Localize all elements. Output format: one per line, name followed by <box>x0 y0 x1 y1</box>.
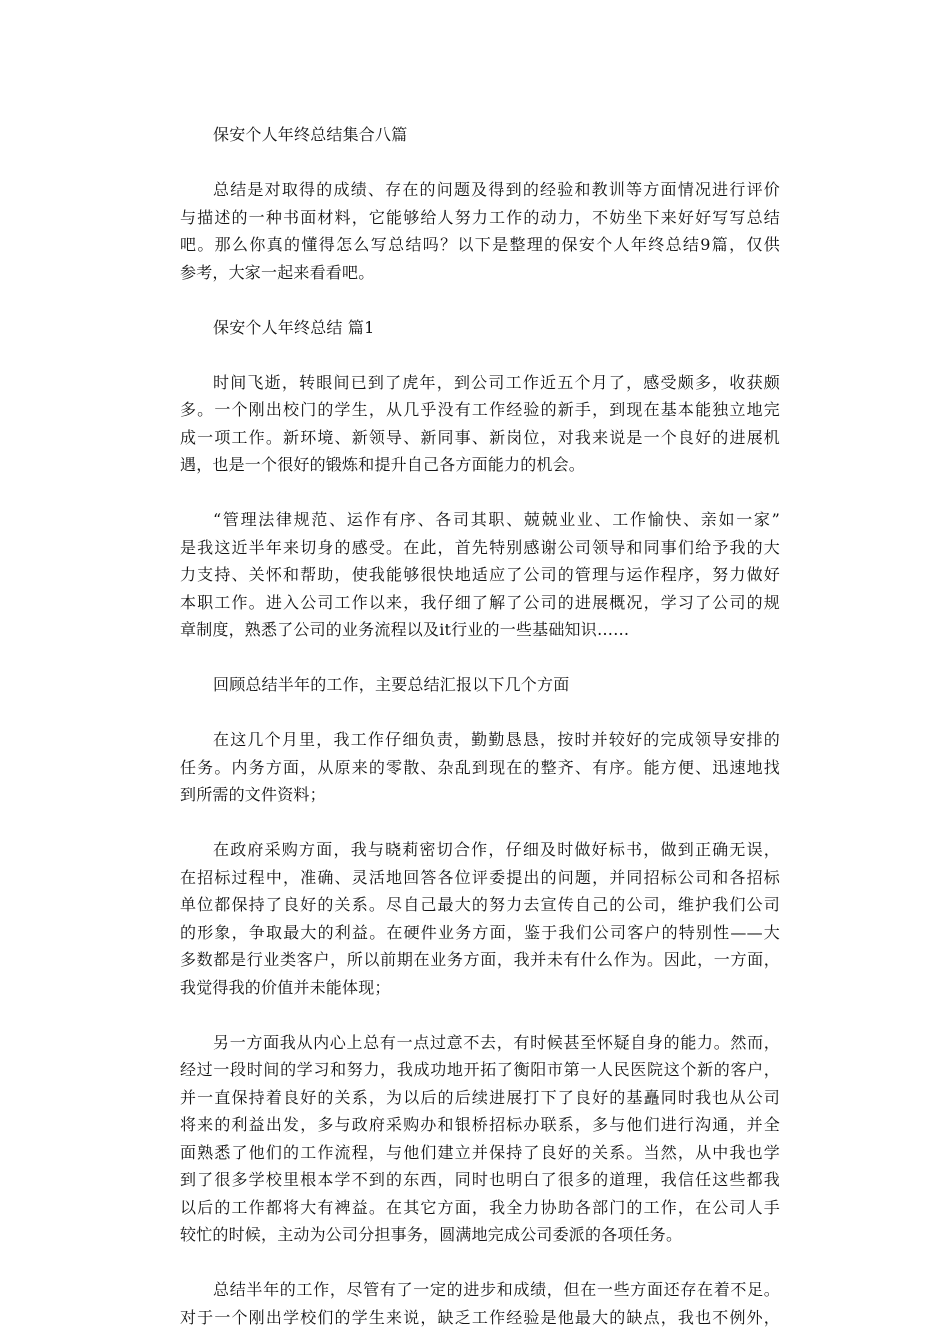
spacer <box>180 809 780 837</box>
spacer <box>180 1249 780 1277</box>
paragraph-line: 总结半年的工作，尽管有了一定的进步和成绩，但在一些方面还存在着不足。 <box>213 1280 780 1299</box>
paragraph-line: 到了很多学校里根本学不到的东西，同时也明白了很多的道理，我信任这些都我 <box>180 1170 780 1189</box>
intro-line: 与描述的一种书面材料，它能够给人努力工作的动力，不妨坐下来好好写写总结 <box>180 207 780 227</box>
spacer <box>180 699 780 727</box>
paragraph-line: 任务。内务方面，从原来的零散、杂乱到现在的整齐、有序。能方便、迅速地找 <box>180 757 780 777</box>
intro-line: 总结是对取得的成绩、存在的问题及得到的经验和教训等方面情况进行评价 <box>213 180 780 199</box>
spacer <box>180 1001 780 1029</box>
paragraph-line: 遇，也是一个很好的锻炼和提升自己各方面能力的机会。 <box>180 455 586 474</box>
paragraph-line: 单位都保持了良好的关系。尽自己最大的努力去宣传自己的公司，维护我们公司 <box>180 895 780 914</box>
paragraph-line: 我觉得我的价值并未能体现； <box>180 977 391 997</box>
paragraph-line: 多。一个刚出校门的学生，从几乎没有工作经验的新手，到现在基本能独立地完 <box>180 400 780 419</box>
paragraph-line: 在这几个月里，我工作仔细负责，勤勤恳恳，按时并较好的完成领导安排的 <box>213 730 780 749</box>
paragraph-line: 在政府采购方面，我与晓莉密切合作，仔细及时做好标书，做到正确无误， <box>213 840 780 859</box>
paragraph-6 <box>180 1276 780 1331</box>
paragraph-line: 将来的利益出发，多与政府采购办和银桥招标办联系，多与他们进行沟通，并全 <box>180 1115 780 1134</box>
paragraph-line: 另一方面我从内心上总有一点过意不去，有时候甚至怀疑自身的能力。然而， <box>213 1032 780 1052</box>
paragraph-line: 成一项工作。新环境、新领导、新同事、新岗位，对我来说是一个良好的进展机 <box>180 427 780 447</box>
paragraph-line: 到所需的文件资料； <box>180 785 326 804</box>
paragraph-line: 并一直保持着良好的关系，为以后的后续进展打下了良好的基矗同时我也从公司 <box>180 1087 780 1107</box>
paragraph-line: 时间飞逝，转眼间已到了虎年，到公司工作近五个月了，感受颇多，收获颇 <box>213 372 780 392</box>
intro-line: 参考，大家一起来看看吧。 <box>180 262 375 282</box>
section-heading: 保安个人年终总结 篇1 <box>213 317 375 337</box>
paragraph-line: 力支持、关怀和帮助，使我能够很快地适应了公司的管理与运作程序，努力做好 <box>180 565 780 584</box>
spacer <box>180 286 780 314</box>
paragraph-line: 的形象，争取最大的利益。在硬件业务方面，鉴于我们公司客户的特别性——大 <box>180 922 780 942</box>
paragraph-line: 是我这近半年来切身的感受。在此，首先特别感谢公司领导和同事们给予我的大 <box>180 537 780 557</box>
paragraph-5 <box>180 1029 780 1249</box>
document-body <box>180 121 780 1331</box>
spacer <box>180 149 780 177</box>
document-title: 保安个人年终总结集合八篇 <box>213 125 408 144</box>
paragraph-4 <box>180 836 780 1001</box>
paragraph-3 <box>180 726 780 809</box>
intro-paragraph <box>180 176 780 286</box>
intro-line: 吧。那么你真的懂得怎么写总结吗？以下是整理的保安个人年终总结9篇，仅供 <box>180 235 780 254</box>
paragraph-2 <box>180 506 780 644</box>
spacer <box>180 479 780 507</box>
paragraph-line: 对于一个刚出学校们的学生来说，缺乏工作经验是他最大的缺点，我也不例外， <box>180 1307 780 1327</box>
paragraph-line: 较忙的时候，主动为公司分担事务，圆满地完成公司委派的各项任务。 <box>180 1225 683 1244</box>
paragraph-line: 多数都是行业类客户，所以前期在业务方面，我并未有什么作为。因此，一方面， <box>180 950 780 969</box>
paragraph-line: “管理法律规范、运作有序、各司其职、兢兢业业、工作愉快、亲如一家” <box>213 510 780 529</box>
paragraph-line: 经过一段时间的学习和努力，我成功地开拓了衡阳市第一人民医院这个新的客户， <box>180 1060 780 1079</box>
paragraph-line: 以后的工作都将大有裨益。在其它方面，我全力协助各部门的工作，在公司人手 <box>180 1197 780 1217</box>
spacer <box>180 644 780 672</box>
paragraph-line: 面熟悉了他们的工作流程，与他们建立并保持了良好的关系。当然，从中我也学 <box>180 1142 780 1162</box>
paragraph-line: 在招标过程中，准确、灵活地回答各位评委提出的问题，并同招标公司和各招标 <box>180 867 780 887</box>
review-heading: 回顾总结半年的工作，主要总结汇报以下几个方面 <box>213 675 570 694</box>
paragraph-1 <box>180 369 780 479</box>
paragraph-line: 章制度，熟悉了公司的业务流程以及it行业的一些基础知识…… <box>180 620 630 639</box>
spacer <box>180 341 780 369</box>
paragraph-line: 本职工作。进入公司工作以来，我仔细了解了公司的进展概况，学习了公司的规 <box>180 592 780 612</box>
